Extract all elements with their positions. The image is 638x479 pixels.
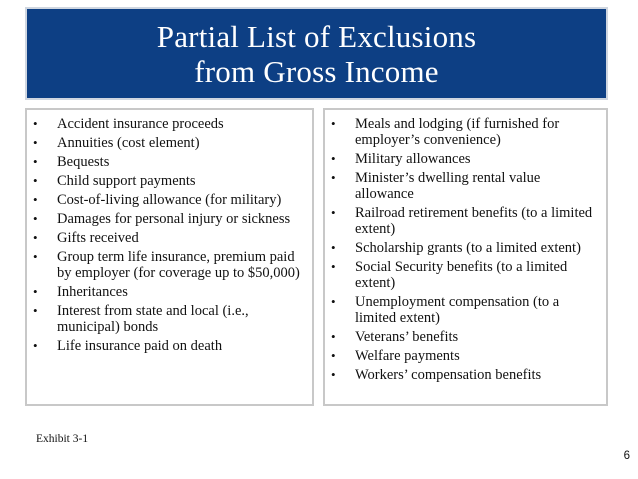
list-item [329, 367, 600, 383]
list-item-text: Workers’ compensation benefits [355, 367, 542, 383]
list-item-text: Life insurance paid on death [57, 338, 223, 354]
list-item [31, 230, 306, 246]
bullet-icon: • [331, 240, 336, 255]
list-item-text: Interest from state and local (i.e., municipal) bonds [57, 303, 249, 335]
list-item-text: Social Security benefits (to a limited extent) [355, 259, 568, 291]
list-item [329, 240, 600, 256]
list-item [31, 211, 306, 227]
list-item-text: Railroad retirement benefits (to a limited extent) [355, 205, 593, 237]
bullet-icon: • [331, 170, 336, 185]
page-title-line-2: from Gross Income [194, 53, 439, 89]
bullet-icon: • [33, 211, 38, 226]
list-item [329, 151, 600, 167]
list-item [329, 116, 600, 148]
bullet-icon: • [331, 259, 336, 274]
list-item [31, 135, 306, 151]
list-item-text: Unemployment compensation (to a limited extent) [355, 294, 560, 326]
list-item-text: Accident insurance proceeds [57, 116, 224, 132]
list-item-text: Group term life insurance, premium paid by employer (for coverage up to $50,000) [57, 249, 300, 281]
list-item [329, 205, 600, 237]
page-number: 6 [623, 450, 630, 462]
bullet-icon: • [33, 154, 38, 169]
list-item-text: Welfare payments [355, 348, 460, 364]
list-item-text: Gifts received [57, 230, 139, 246]
list-item-text: Inheritances [57, 284, 128, 300]
title-banner [25, 7, 608, 100]
list-item [329, 329, 600, 345]
list-item [31, 249, 306, 281]
bullet-icon: • [33, 338, 38, 353]
list-item-text: Military allowances [355, 151, 471, 167]
page-title-line-1: Partial List of Exclusions [156, 18, 477, 54]
list-item-text: Minister’s dwelling rental value allowance [355, 170, 541, 202]
list-item-text: Child support payments [57, 173, 196, 189]
bullet-icon: • [331, 294, 336, 309]
bullet-icon: • [331, 116, 336, 131]
bullet-icon: • [33, 249, 38, 264]
list-item-text: Veterans’ benefits [355, 329, 459, 345]
bullet-icon: • [33, 303, 38, 318]
list-item [31, 173, 306, 189]
list-item-text: Annuities (cost element) [57, 135, 200, 151]
exclusions-list-right-panel [323, 108, 608, 406]
bullet-icon: • [33, 192, 38, 207]
bullet-icon: • [331, 151, 336, 166]
list-item [329, 259, 600, 291]
bullet-icon: • [331, 367, 336, 382]
bullet-icon: • [33, 173, 38, 188]
exclusions-list-left [27, 110, 312, 354]
bullet-icon: • [33, 135, 38, 150]
list-item-text: Bequests [57, 154, 110, 170]
list-item [329, 294, 600, 326]
list-item-text: Scholarship grants (to a limited extent) [355, 240, 581, 256]
bullet-icon: • [331, 348, 336, 363]
list-item [31, 338, 306, 354]
list-item-text: Cost-of-living allowance (for military) [57, 192, 282, 208]
list-item-text: Meals and lodging (if furnished for employer’s convenience) [355, 116, 560, 148]
list-item [329, 348, 600, 364]
list-item [31, 284, 306, 300]
exhibit-caption: Exhibit 3-1 [36, 433, 89, 445]
bullet-icon: • [33, 284, 38, 299]
bullet-icon: • [33, 230, 38, 245]
exclusions-list-left-panel [25, 108, 314, 406]
bullet-icon: • [33, 116, 38, 131]
list-item [31, 192, 306, 208]
bullet-icon: • [331, 329, 336, 344]
list-item [31, 303, 306, 335]
list-item-text: Damages for personal injury or sickness [57, 211, 291, 227]
exclusions-list-right [325, 110, 606, 383]
list-item [31, 116, 306, 132]
list-item [31, 154, 306, 170]
list-item [329, 170, 600, 202]
bullet-icon: • [331, 205, 336, 220]
